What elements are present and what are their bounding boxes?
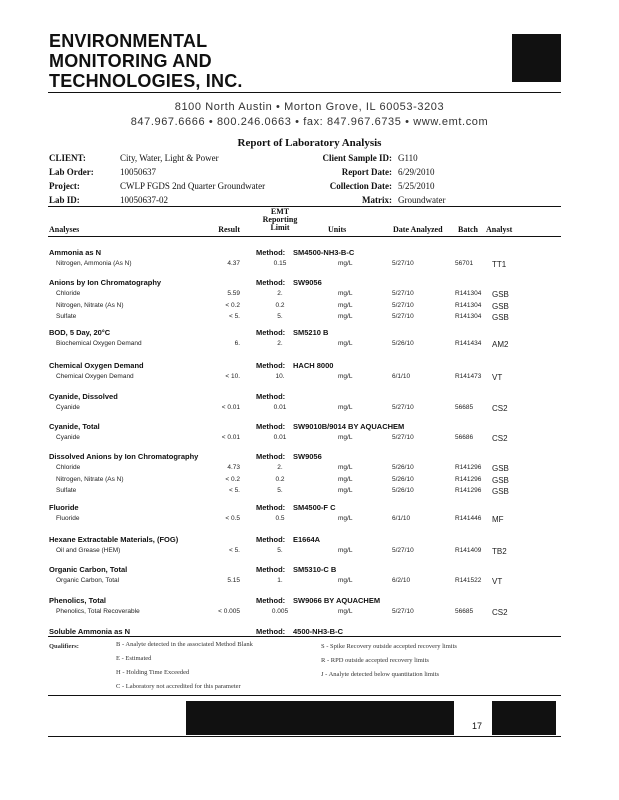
method-label: Method: (256, 503, 286, 512)
meta-rule (48, 206, 561, 207)
cell-analyte: Nitrogen, Nitrate (As N) (56, 475, 124, 483)
lab-order-value: 10050637 (120, 167, 156, 177)
cell-units: mg/L (338, 475, 353, 483)
cell-units: mg/L (338, 464, 353, 471)
cell-date: 6/2/10 (392, 577, 411, 584)
qualifiers-label: Qualifiers: (49, 643, 79, 650)
report-date-value: 6/29/2010 (398, 167, 435, 177)
cell-batch: R141296 (455, 475, 482, 483)
cell-rl: 0.15 (273, 260, 287, 267)
analysis-group-name: Phenolics, Total (49, 596, 106, 605)
cell-rl: 2. (277, 340, 283, 347)
col-header-batch: Batch (458, 225, 478, 234)
cell-units: mg/L (338, 547, 353, 554)
company-name-line3: TECHNOLOGIES, INC. (49, 71, 243, 91)
cell-analyte: Fluoride (56, 515, 80, 522)
client-value: City, Water, Light & Power (120, 153, 219, 163)
cell-result: 4.73 (227, 464, 240, 471)
company-name (49, 31, 243, 91)
cell-date: 5/27/10 (392, 547, 414, 554)
cell-analyte: Nitrogen, Ammonia (As N) (56, 260, 132, 267)
analysis-group-name: Chemical Oxygen Demand (49, 361, 144, 370)
method-label: Method: (256, 596, 286, 605)
cell-rl: 2. (277, 464, 283, 471)
cell-batch: R141446 (455, 515, 482, 522)
cell-batch: 56685 (455, 608, 474, 615)
cell-analyst: CS2 (492, 608, 508, 617)
qualifier-b: B - Analyte detected in the associated Method Blank (116, 641, 253, 648)
collection-date-label: Collection Date: (329, 181, 392, 191)
method-value: SM4500-NH3-B-C (293, 248, 355, 257)
col-header-rl-1: EMT (270, 207, 290, 216)
cell-units: mg/L (338, 608, 353, 615)
cell-date: 5/27/10 (392, 608, 414, 615)
cell-date: 5/26/10 (392, 464, 414, 471)
cell-units: mg/L (338, 434, 353, 441)
cell-units: mg/L (338, 373, 353, 380)
cell-date: 5/27/10 (392, 260, 414, 267)
cell-analyte: Organic Carbon, Total (56, 577, 120, 584)
cell-rl: 5. (277, 313, 283, 320)
cell-analyte: Biochemical Oxygen Demand (56, 340, 142, 347)
report-title: Report of Laboratory Analysis (237, 137, 382, 149)
cell-rl: 1. (277, 577, 283, 584)
cell-batch: 56685 (455, 404, 474, 411)
cell-rl: 0.005 (271, 608, 289, 615)
method-label: Method: (256, 565, 286, 574)
analysis-group-name: Dissolved Anions by Ion Chromatography (49, 452, 199, 461)
method-value: SW9066 BY AQUACHEM (293, 596, 381, 605)
analysis-group-name: Ammonia as N (49, 248, 102, 257)
qualifier-j: J - Analyte detected below quantitation limits (321, 671, 440, 678)
footer-logo-block (492, 701, 556, 735)
header-rule (48, 92, 561, 93)
col-header-units: Units (328, 225, 347, 234)
matrix-value: Groundwater (398, 195, 446, 205)
collection-date-value: 5/25/2010 (398, 181, 435, 191)
bottom-rule (48, 736, 561, 737)
method-label: Method: (256, 422, 286, 431)
cell-result: 5.15 (227, 577, 240, 584)
logo-block (512, 34, 561, 82)
table-header-rule (48, 236, 561, 237)
cell-analyst: MF (492, 515, 504, 524)
cell-units: mg/L (338, 487, 353, 494)
method-label: Method: (256, 452, 286, 461)
footer-redaction-block (186, 701, 454, 735)
method-value: SW9056 (293, 452, 322, 461)
cell-rl: 5. (277, 547, 283, 554)
col-header-reporting-limit (255, 208, 305, 232)
cell-date: 5/27/10 (392, 313, 414, 320)
cell-date: 5/26/10 (392, 475, 414, 483)
qualifier-s: S - Spike Recovery outside accepted recovery limits (321, 643, 457, 650)
method-label: Method: (256, 535, 286, 544)
client-label: CLIENT: (49, 153, 86, 163)
sample-id-value: G110 (398, 153, 418, 163)
cell-date: 6/1/10 (392, 373, 411, 380)
cell-date: 5/26/10 (392, 340, 414, 347)
cell-analyte: Cyanide (56, 404, 80, 411)
method-value: E1664A (293, 535, 321, 544)
analysis-group-name: BOD, 5 Day, 20°C (49, 328, 111, 337)
lab-order-label: Lab Order: (49, 167, 94, 177)
cell-batch: R141409 (455, 547, 482, 554)
cell-analyst: GSB (492, 475, 509, 485)
cell-batch: R141304 (455, 313, 482, 320)
cell-units: mg/L (338, 301, 353, 309)
col-header-result: Result (218, 225, 240, 234)
cell-analyte: Oil and Grease (HEM) (56, 547, 121, 554)
cell-date: 6/1/10 (392, 515, 411, 522)
cell-rl: 10. (275, 373, 285, 380)
cell-rl: 0.2 (275, 301, 285, 309)
cell-units: mg/L (338, 260, 353, 267)
method-value: HACH 8000 (293, 361, 334, 370)
cell-result: 5.59 (227, 290, 240, 297)
cell-units: mg/L (338, 313, 353, 320)
cell-analyst: GSB (492, 313, 509, 322)
matrix-label: Matrix: (362, 195, 392, 205)
cell-date: 5/27/10 (392, 301, 414, 309)
method-value: SW9056 (293, 278, 322, 287)
cell-units: mg/L (338, 340, 353, 347)
cell-analyst: VT (492, 373, 503, 382)
analysis-group-name: Hexane Extractable Materials, (FOG) (49, 535, 179, 544)
cell-analyte: Nitrogen, Nitrate (As N) (56, 301, 124, 309)
cell-batch: R141522 (455, 577, 482, 584)
cell-date: 5/27/10 (392, 434, 414, 441)
cell-rl: 0.01 (273, 404, 287, 411)
lab-id-label: Lab ID: (49, 195, 80, 205)
method-label: Method: (256, 278, 286, 287)
qualifier-h: H - Holding Time Exceeded (116, 669, 190, 676)
cell-date: 5/26/10 (392, 487, 414, 494)
cell-units: mg/L (338, 577, 353, 584)
analysis-group-name: Organic Carbon, Total (49, 565, 128, 574)
cell-result: < 5. (228, 547, 240, 554)
col-header-rl-3: Limit (270, 223, 290, 232)
col-header-analyses: Analyses (49, 225, 80, 234)
cell-date: 5/27/10 (392, 404, 414, 411)
cell-result: < 0.5 (225, 515, 240, 522)
qualifier-c: C - Laboratory not accredited for this parameter (116, 683, 241, 690)
cell-batch: 56686 (455, 434, 474, 441)
cell-analyst: GSB (492, 301, 509, 311)
qualifier-e: E - Estimated (116, 655, 152, 662)
cell-analyte: Chloride (56, 464, 81, 471)
cell-result: < 5. (228, 313, 240, 320)
method-value: SM4500-F C (293, 503, 336, 512)
cell-batch: R141296 (455, 464, 482, 471)
cell-analyst: TT1 (492, 260, 507, 269)
col-header-rl-2: Reporting (262, 215, 298, 224)
cell-units: mg/L (338, 404, 353, 411)
cell-batch: 56701 (455, 260, 474, 267)
method-label: Method: (256, 627, 286, 636)
cell-analyst: VT (492, 577, 503, 586)
cell-batch: R141304 (455, 290, 482, 297)
cell-result: 4.37 (227, 260, 240, 267)
cell-analyte: Chemical Oxygen Demand (56, 373, 134, 380)
cell-result: < 10. (225, 373, 240, 380)
method-value: SW9010B/9014 BY AQUACHEM (293, 422, 405, 431)
method-value: 4500-NH3-B-C (293, 627, 344, 636)
lab-id-value: 10050637-02 (120, 195, 168, 205)
project-label: Project: (49, 181, 80, 191)
qualifiers-rule (48, 636, 561, 637)
cell-analyte: Cyanide (56, 434, 80, 441)
project-value: CWLP FGDS 2nd Quarter Groundwater (120, 181, 266, 191)
method-value: SM5310-C B (293, 565, 337, 574)
col-header-date: Date Analyzed (393, 225, 443, 234)
cell-rl: 0.2 (275, 475, 285, 483)
method-label: Method: (256, 361, 286, 370)
report-date-label: Report Date: (341, 167, 392, 177)
cell-rl: 5. (277, 487, 283, 494)
cell-analyte: Phenolics, Total Recoverable (56, 608, 140, 615)
cell-rl: 0.01 (273, 434, 287, 441)
cell-analyst: AM2 (492, 340, 509, 349)
method-label: Method: (256, 392, 286, 401)
cell-date: 5/27/10 (392, 290, 414, 297)
cell-analyst: GSB (492, 290, 509, 299)
cell-analyte: Sulfate (56, 487, 77, 494)
sample-id-label: Client Sample ID: (322, 153, 392, 163)
cell-result: < 0.2 (225, 301, 240, 309)
method-value: SM5210 B (293, 328, 329, 337)
cell-batch: R141473 (455, 373, 482, 380)
cell-rl: 0.5 (275, 515, 285, 522)
cell-result: < 0.2 (225, 475, 240, 483)
cell-batch: R141296 (455, 487, 482, 494)
qualifier-r: R - RPD outside accepted recovery limits (321, 657, 429, 664)
analysis-group-name: Cyanide, Total (49, 422, 100, 431)
col-header-analyst: Analyst (486, 225, 513, 234)
cell-rl: 2. (277, 290, 283, 297)
page-number: 17 (472, 721, 483, 731)
cell-analyte: Sulfate (56, 313, 77, 320)
cell-analyst: GSB (492, 464, 509, 473)
cell-batch: R141434 (455, 340, 482, 347)
company-name-line1: ENVIRONMENTAL (49, 31, 208, 51)
analysis-group-name: Cyanide, Dissolved (49, 392, 118, 401)
analysis-group-name: Anions by Ion Chromatography (49, 278, 162, 287)
cell-result: < 0.01 (221, 434, 240, 441)
company-name-line2: MONITORING AND (49, 51, 212, 71)
analysis-group-name: Soluble Ammonia as N (49, 627, 130, 636)
cell-units: mg/L (338, 290, 353, 297)
method-label: Method: (256, 328, 286, 337)
cell-analyte: Chloride (56, 290, 81, 297)
cell-result: < 0.005 (218, 608, 240, 615)
cell-batch: R141304 (455, 301, 482, 309)
cell-units: mg/L (338, 515, 353, 522)
cell-result: < 5. (228, 487, 240, 494)
cell-analyst: CS2 (492, 434, 508, 443)
cell-analyst: CS2 (492, 404, 508, 413)
footer-rule (48, 695, 561, 696)
method-label: Method: (256, 248, 286, 257)
cell-analyst: GSB (492, 487, 509, 496)
cell-result: 6. (234, 340, 240, 347)
cell-analyst: TB2 (492, 547, 507, 556)
company-address: 8100 North Austin • Morton Grove, IL 60053-3203 (174, 101, 445, 113)
cell-result: < 0.01 (221, 404, 240, 411)
analysis-group-name: Fluoride (49, 503, 79, 512)
company-contact: 847.967.6666 • 800.246.0663 • fax: 847.967.6735 • www.emt.com (130, 116, 489, 128)
